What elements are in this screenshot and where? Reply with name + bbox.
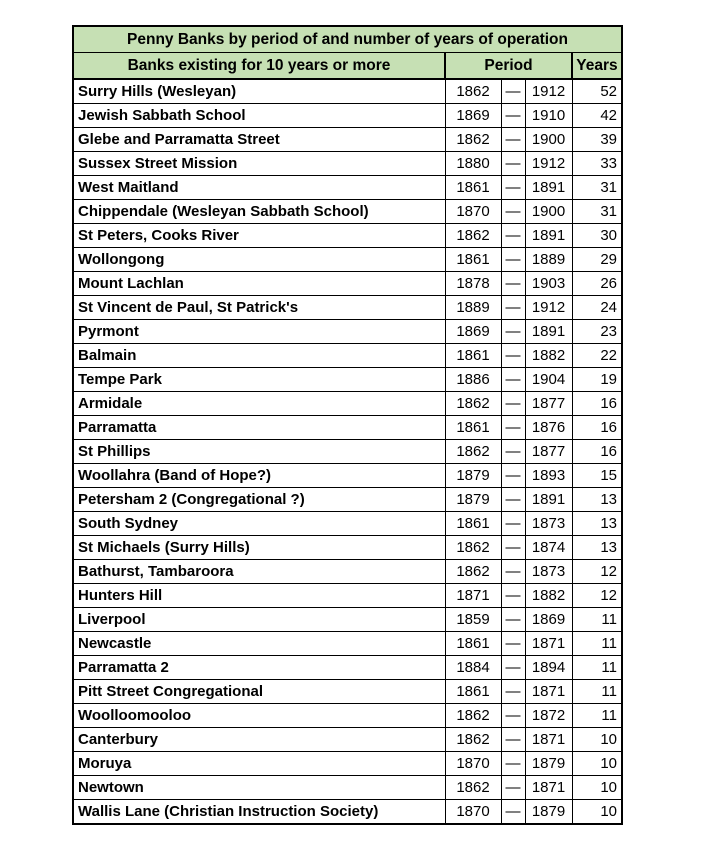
- years-cell[interactable]: 12: [572, 560, 622, 584]
- years-cell[interactable]: 11: [572, 656, 622, 680]
- years-cell[interactable]: 39: [572, 128, 622, 152]
- period-dash: —: [501, 368, 525, 392]
- period-end-cell[interactable]: 1893: [525, 464, 572, 488]
- column-header-period[interactable]: Period: [445, 53, 572, 80]
- period-start-cell[interactable]: 1861: [445, 416, 501, 440]
- period-end-cell[interactable]: 1877: [525, 440, 572, 464]
- period-dash: —: [501, 104, 525, 128]
- period-dash: —: [501, 224, 525, 248]
- period-start-cell[interactable]: 1870: [445, 800, 501, 825]
- period-start-cell[interactable]: 1886: [445, 368, 501, 392]
- period-start-cell[interactable]: 1862: [445, 560, 501, 584]
- years-cell[interactable]: 10: [572, 776, 622, 800]
- bank-name-cell[interactable]: Petersham 2 (Congregational ?): [73, 488, 445, 512]
- period-start-cell[interactable]: 1878: [445, 272, 501, 296]
- table-row: [73, 752, 622, 776]
- table-body: [73, 79, 622, 824]
- table-row: [73, 584, 622, 608]
- period-dash: —: [501, 128, 525, 152]
- table-row: [73, 392, 622, 416]
- period-start-cell[interactable]: 1861: [445, 176, 501, 200]
- period-dash: —: [501, 248, 525, 272]
- period-start-cell[interactable]: 1869: [445, 104, 501, 128]
- bank-name-cell[interactable]: Tempe Park: [73, 368, 445, 392]
- table-row: [73, 368, 622, 392]
- years-cell[interactable]: 19: [572, 368, 622, 392]
- period-dash: —: [501, 152, 525, 176]
- years-cell[interactable]: 16: [572, 416, 622, 440]
- column-header-banks[interactable]: Banks existing for 10 years or more: [73, 53, 445, 80]
- period-end-cell[interactable]: 1891: [525, 224, 572, 248]
- bank-name-cell[interactable]: Woolloomooloo: [73, 704, 445, 728]
- bank-name-cell[interactable]: Newtown: [73, 776, 445, 800]
- bank-name-cell[interactable]: Newcastle: [73, 632, 445, 656]
- period-end-cell[interactable]: 1903: [525, 272, 572, 296]
- table-row: [73, 272, 622, 296]
- bank-name-cell[interactable]: South Sydney: [73, 512, 445, 536]
- bank-name-cell[interactable]: Surry Hills (Wesleyan): [73, 79, 445, 104]
- bank-name-cell[interactable]: St Vincent de Paul, St Patrick's: [73, 296, 445, 320]
- period-dash: —: [501, 632, 525, 656]
- period-start-cell[interactable]: 1861: [445, 632, 501, 656]
- period-end-cell[interactable]: 1871: [525, 728, 572, 752]
- period-end-cell[interactable]: 1871: [525, 680, 572, 704]
- period-end-cell[interactable]: 1879: [525, 752, 572, 776]
- bank-name-cell[interactable]: Woollahra (Band of Hope?): [73, 464, 445, 488]
- table-title[interactable]: Penny Banks by period of and number of years of operation: [73, 26, 622, 53]
- years-cell[interactable]: 16: [572, 440, 622, 464]
- column-header-years[interactable]: Years: [572, 53, 622, 80]
- period-end-cell[interactable]: 1900: [525, 128, 572, 152]
- bank-name-cell[interactable]: Parramatta: [73, 416, 445, 440]
- period-dash: —: [501, 488, 525, 512]
- period-start-cell[interactable]: 1862: [445, 128, 501, 152]
- bank-name-cell[interactable]: St Phillips: [73, 440, 445, 464]
- bank-name-cell[interactable]: Liverpool: [73, 608, 445, 632]
- period-dash: —: [501, 584, 525, 608]
- table-row: [73, 800, 622, 825]
- years-cell[interactable]: 10: [572, 752, 622, 776]
- period-start-cell[interactable]: 1859: [445, 608, 501, 632]
- period-end-cell[interactable]: 1873: [525, 560, 572, 584]
- bank-name-cell[interactable]: Moruya: [73, 752, 445, 776]
- period-dash: —: [501, 296, 525, 320]
- years-cell[interactable]: 11: [572, 704, 622, 728]
- period-dash: —: [501, 704, 525, 728]
- period-dash: —: [501, 79, 525, 104]
- bank-name-cell[interactable]: Mount Lachlan: [73, 272, 445, 296]
- years-cell[interactable]: 33: [572, 152, 622, 176]
- table-row: [73, 704, 622, 728]
- table-row: [73, 656, 622, 680]
- period-dash: —: [501, 464, 525, 488]
- table-row: [73, 728, 622, 752]
- table-row: [73, 416, 622, 440]
- years-cell[interactable]: 23: [572, 320, 622, 344]
- bank-name-cell[interactable]: Wollongong: [73, 248, 445, 272]
- period-end-cell[interactable]: 1876: [525, 416, 572, 440]
- table-row: [73, 440, 622, 464]
- period-dash: —: [501, 176, 525, 200]
- period-dash: —: [501, 680, 525, 704]
- table-row: [73, 248, 622, 272]
- table-row: [73, 104, 622, 128]
- period-start-cell[interactable]: 1861: [445, 344, 501, 368]
- period-start-cell[interactable]: 1879: [445, 464, 501, 488]
- period-end-cell[interactable]: 1891: [525, 176, 572, 200]
- table-row: [73, 560, 622, 584]
- years-cell[interactable]: 11: [572, 608, 622, 632]
- period-start-cell[interactable]: 1861: [445, 680, 501, 704]
- period-dash: —: [501, 560, 525, 584]
- years-cell[interactable]: 24: [572, 296, 622, 320]
- bank-name-cell[interactable]: Canterbury: [73, 728, 445, 752]
- period-start-cell[interactable]: 1871: [445, 584, 501, 608]
- period-start-cell[interactable]: 1862: [445, 392, 501, 416]
- years-cell[interactable]: 16: [572, 392, 622, 416]
- table-row: [73, 608, 622, 632]
- period-dash: —: [501, 728, 525, 752]
- bank-name-cell[interactable]: St Michaels (Surry Hills): [73, 536, 445, 560]
- table-row: [73, 176, 622, 200]
- period-start-cell[interactable]: 1884: [445, 656, 501, 680]
- years-cell[interactable]: 10: [572, 728, 622, 752]
- table-row: [73, 536, 622, 560]
- period-dash: —: [501, 656, 525, 680]
- period-dash: —: [501, 512, 525, 536]
- period-dash: —: [501, 392, 525, 416]
- period-start-cell[interactable]: 1861: [445, 248, 501, 272]
- table-row: [73, 776, 622, 800]
- period-end-cell[interactable]: 1882: [525, 344, 572, 368]
- period-start-cell[interactable]: 1880: [445, 152, 501, 176]
- period-dash: —: [501, 776, 525, 800]
- period-dash: —: [501, 416, 525, 440]
- table-row: [73, 632, 622, 656]
- bank-name-cell[interactable]: Balmain: [73, 344, 445, 368]
- table-row: [73, 344, 622, 368]
- bank-name-cell[interactable]: Chippendale (Wesleyan Sabbath School): [73, 200, 445, 224]
- period-end-cell[interactable]: 1900: [525, 200, 572, 224]
- period-end-cell[interactable]: 1904: [525, 368, 572, 392]
- period-start-cell[interactable]: 1861: [445, 512, 501, 536]
- period-dash: —: [501, 272, 525, 296]
- table-row: [73, 200, 622, 224]
- years-cell[interactable]: 13: [572, 512, 622, 536]
- bank-name-cell[interactable]: West Maitland: [73, 176, 445, 200]
- bank-name-cell[interactable]: Pitt Street Congregational: [73, 680, 445, 704]
- table-row: [73, 79, 622, 104]
- years-cell[interactable]: 26: [572, 272, 622, 296]
- period-start-cell[interactable]: 1870: [445, 752, 501, 776]
- period-end-cell[interactable]: 1873: [525, 512, 572, 536]
- years-cell[interactable]: 13: [572, 488, 622, 512]
- table-row: [73, 152, 622, 176]
- period-end-cell[interactable]: 1912: [525, 152, 572, 176]
- table-row: [73, 512, 622, 536]
- period-end-cell[interactable]: 1871: [525, 632, 572, 656]
- period-end-cell[interactable]: 1877: [525, 392, 572, 416]
- period-end-cell[interactable]: 1894: [525, 656, 572, 680]
- table-row: [73, 224, 622, 248]
- years-cell[interactable]: 11: [572, 632, 622, 656]
- bank-name-cell[interactable]: Jewish Sabbath School: [73, 104, 445, 128]
- years-cell[interactable]: 15: [572, 464, 622, 488]
- period-dash: —: [501, 344, 525, 368]
- bank-name-cell[interactable]: Wallis Lane (Christian Instruction Society): [73, 800, 445, 825]
- column-header-row: [73, 53, 622, 80]
- period-start-cell[interactable]: 1862: [445, 224, 501, 248]
- period-dash: —: [501, 752, 525, 776]
- bank-name-cell[interactable]: Sussex Street Mission: [73, 152, 445, 176]
- years-cell[interactable]: 52: [572, 79, 622, 104]
- years-cell[interactable]: 10: [572, 800, 622, 825]
- period-end-cell[interactable]: 1891: [525, 488, 572, 512]
- table-row: [73, 296, 622, 320]
- bank-name-cell[interactable]: Parramatta 2: [73, 656, 445, 680]
- bank-name-cell[interactable]: Hunters Hill: [73, 584, 445, 608]
- period-start-cell[interactable]: 1879: [445, 488, 501, 512]
- period-start-cell[interactable]: 1862: [445, 776, 501, 800]
- period-start-cell[interactable]: 1862: [445, 536, 501, 560]
- bank-name-cell[interactable]: Glebe and Parramatta Street: [73, 128, 445, 152]
- bank-name-cell[interactable]: Pyrmont: [73, 320, 445, 344]
- period-dash: —: [501, 320, 525, 344]
- period-dash: —: [501, 200, 525, 224]
- years-cell[interactable]: 11: [572, 680, 622, 704]
- bank-name-cell[interactable]: St Peters, Cooks River: [73, 224, 445, 248]
- period-end-cell[interactable]: 1869: [525, 608, 572, 632]
- years-cell[interactable]: 13: [572, 536, 622, 560]
- bank-name-cell[interactable]: Armidale: [73, 392, 445, 416]
- period-end-cell[interactable]: 1910: [525, 104, 572, 128]
- period-end-cell[interactable]: 1889: [525, 248, 572, 272]
- period-start-cell[interactable]: 1862: [445, 440, 501, 464]
- table-row: [73, 128, 622, 152]
- table-row: [73, 320, 622, 344]
- years-cell[interactable]: 22: [572, 344, 622, 368]
- years-cell[interactable]: 42: [572, 104, 622, 128]
- table-row: [73, 488, 622, 512]
- period-start-cell[interactable]: 1889: [445, 296, 501, 320]
- table-row: [73, 680, 622, 704]
- penny-banks-table: [72, 25, 623, 825]
- table-row: [73, 464, 622, 488]
- period-end-cell[interactable]: 1912: [525, 79, 572, 104]
- period-start-cell[interactable]: 1869: [445, 320, 501, 344]
- period-end-cell[interactable]: 1872: [525, 704, 572, 728]
- title-row: [73, 26, 622, 53]
- years-cell[interactable]: 12: [572, 584, 622, 608]
- period-end-cell[interactable]: 1874: [525, 536, 572, 560]
- period-dash: —: [501, 536, 525, 560]
- years-cell[interactable]: 30: [572, 224, 622, 248]
- period-start-cell[interactable]: 1862: [445, 704, 501, 728]
- period-end-cell[interactable]: 1879: [525, 800, 572, 825]
- years-cell[interactable]: 31: [572, 200, 622, 224]
- years-cell[interactable]: 29: [572, 248, 622, 272]
- period-start-cell[interactable]: 1862: [445, 79, 501, 104]
- bank-name-cell[interactable]: Bathurst, Tambaroora: [73, 560, 445, 584]
- period-end-cell[interactable]: 1882: [525, 584, 572, 608]
- period-start-cell[interactable]: 1862: [445, 728, 501, 752]
- period-start-cell[interactable]: 1870: [445, 200, 501, 224]
- period-dash: —: [501, 440, 525, 464]
- period-end-cell[interactable]: 1871: [525, 776, 572, 800]
- period-end-cell[interactable]: 1891: [525, 320, 572, 344]
- period-end-cell[interactable]: 1912: [525, 296, 572, 320]
- period-dash: —: [501, 608, 525, 632]
- years-cell[interactable]: 31: [572, 176, 622, 200]
- period-dash: —: [501, 800, 525, 825]
